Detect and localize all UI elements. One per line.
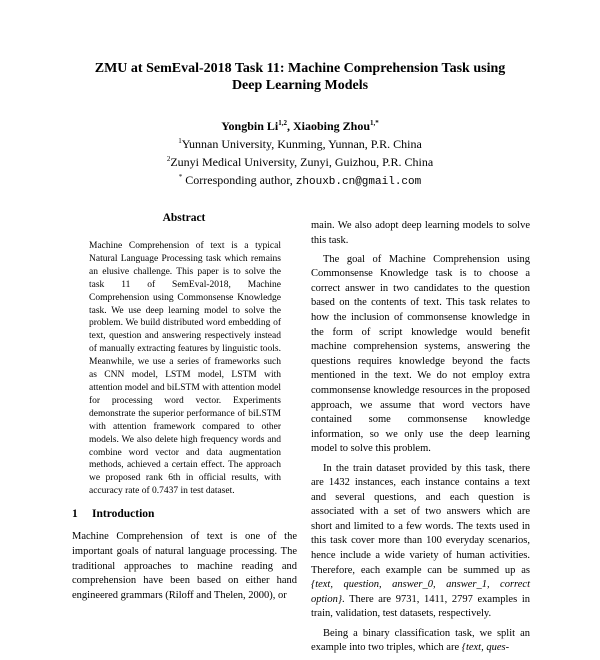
author-1-sup: 1,2 [278,119,287,127]
corresponding-author [100,170,500,190]
section-number: 1 [72,508,78,520]
paragraph-classification [311,627,530,656]
paragraph-task-goal: The goal of Machine Comprehension using Commonsense Knowledge task is to choose a correct answer in two candidates to the question based on the contents of text. This task relates to how the inclusion of commonsense knowledge in the form of script knowledge would benefit machine comprehension systems, answering the questions requires knowledge beyond the facts mentioned in the text. We do not employ extra commonsense knowledge resources in the proposed approach, we assume that word vectors have contained some commonsense knowledge information, so we only use the deep learning model to solve this problem. [311,253,530,455]
abstract-text: Machine Comprehension of text is a typical Natural Language Processing task which remains an elusive challenge. This paper is to solve the task 11 of SemEval-2018, Machine Comprehension using Commonsense Knowledge task. We use deep learning model to solve the problem. We build distributed word embedding of text, question and answering respectively instead of manually extracting features by linguistic tools. Meanwhile, we use a series of frameworks such as CNN model, LSTM model, LSTM with attention model and biLSTM with attention model for processing word vector. Experiments demonstrate the superior performance of biLSTM with attention framework compared to other models. We also delete high frequency words and combine word vector and data augmentation methods, achieved a certain effect. The approach we proposed rank 6th in official results, with accuracy rate of 0.7437 in test dataset. [89,241,281,497]
author-2-sup: 1,* [370,119,379,127]
author-2: Xiaobing Zhou [292,119,371,133]
introduction-text: Machine Comprehension of text is one of the important goals of natural language processing. The traditional approaches to machine reading and comprehension have been based on either hand engineered grammars (Riloff and Thelen, 2000), or [72,531,297,602]
author-block [100,116,500,190]
right-column [311,219,530,660]
dataset-tuple: {text, question, answer_0, answer_1, correct option} [311,579,530,605]
affiliation-1-sup: 1 [178,137,182,145]
affiliation-1-text: Yunnan University, Kunming, Yunnan, P.R. China [181,137,422,151]
author-separator: , [286,119,293,133]
paper-title [60,60,540,94]
corresponding-label: Corresponding author, [182,173,296,187]
title-line-1: ZMU at SemEval-2018 Task 11: Machine Comprehension Task using [94,61,506,76]
section-heading-introduction [72,508,292,520]
title-line-2: Deep Learning Models [231,78,369,93]
affiliation-1 [100,134,500,152]
section-title: Introduction [92,508,155,520]
author-names [100,116,500,134]
abstract-heading: Abstract [162,212,206,224]
author-1: Yongbin Li [221,119,279,133]
dataset-text-b: . There are 9731, 1411, 2797 examples in train, validation, test datasets, respectively. [311,593,530,620]
dataset-text-a: In the train dataset provided by this task, there are 1432 instances, each instance contains a text and several questions, and each question is associated with a set of two answers which are short and limited to a few words. The texts used in this task cover more than 100 everyday scenarios, hence include a wide variety of human activities. Therefore, each example can be summed up as [311,462,530,576]
paragraph-dataset [311,462,530,623]
affiliation-2-sup: 2 [166,155,171,163]
affiliation-2-text: Zunyi Medical University, Zunyi, Guizhou, P.R. China [170,155,434,169]
classification-triple: {text, ques- [461,642,510,654]
paragraph-continuation: main. We also adopt deep learning models to solve this task. [311,220,530,246]
classification-text-a: Being a binary classification task, we split an example into two triples, which are [311,627,530,654]
affiliation-2 [100,152,500,170]
email-address: zhouxb.cn@gmail.com [295,176,422,188]
corresponding-sup: * [178,173,183,181]
